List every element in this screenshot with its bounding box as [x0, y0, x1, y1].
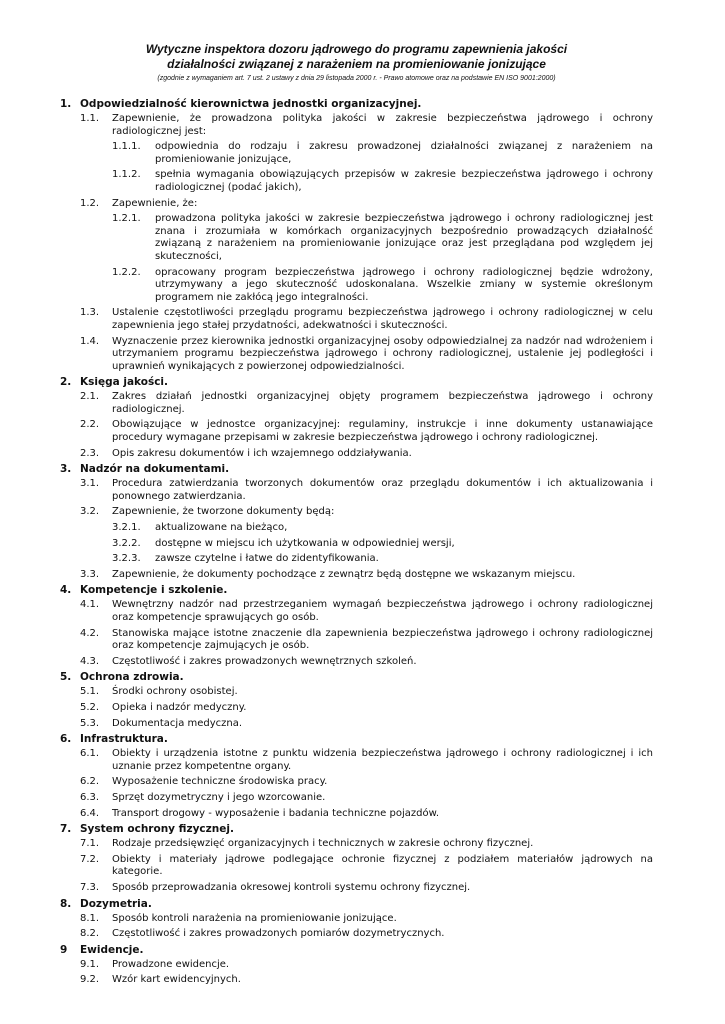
list-item [80, 792, 653, 805]
item-number: 8.1. [80, 912, 100, 924]
sub-list-item [112, 553, 653, 566]
document-title [60, 42, 653, 72]
list-item [80, 391, 653, 416]
item-number: 2.2. [80, 419, 100, 431]
item-text: Sprzęt dozymetryczny i jego wzorcowanie. [112, 791, 326, 803]
title-line-1: Wytyczne inspektora dozoru jądrowego do programu zapewnienia jakości [145, 42, 568, 56]
section-number: 3. [60, 463, 72, 476]
sub-item-text: dostępne w miejscu ich użytkowania w odpowiedniej wersji, [155, 537, 455, 549]
section-heading [60, 463, 653, 476]
item-text: Obiekty i materiały jądrowe podlegające ochronie fizycznej z podziałem materiałów jądrowych na kategorie. [112, 853, 653, 878]
section-heading [60, 98, 653, 111]
list-item [80, 974, 653, 987]
section-number: 4. [60, 584, 72, 597]
list-item [80, 419, 653, 444]
list-item [80, 748, 653, 773]
sub-item-text: odpowiednia do rodzaju i zakresu prowadzonej działalności związanej z narażeniem na promieniowanie jonizujące, [155, 141, 653, 165]
section [60, 376, 653, 460]
list-item [80, 959, 653, 972]
list-item [80, 928, 653, 941]
item-number: 7.1. [80, 838, 100, 850]
list-item [80, 478, 653, 503]
item-number: 4.2. [80, 627, 100, 639]
section-number: 1. [60, 98, 72, 110]
section-title: Dozymetria. [80, 897, 152, 910]
section [60, 898, 653, 941]
section-title: Ochrona zdrowia. [80, 671, 184, 684]
item-text: Dokumentacja medyczna. [112, 717, 243, 729]
section-title: Odpowiedzialność kierownictwa jednostki organizacyjnej. [80, 98, 422, 110]
sub-item-number: 1.2.2. [112, 266, 141, 278]
list-item [80, 599, 653, 624]
item-text: Sposób przeprowadzania okresowej kontroli systemu ochrony fizycznej. [112, 881, 471, 893]
document-body [60, 98, 653, 987]
section [60, 944, 653, 987]
sub-item-text: aktualizowane na bieżąco, [155, 522, 288, 534]
item-text: Środki ochrony osobistej. [112, 686, 238, 698]
item-number: 6.1. [80, 748, 100, 760]
item-text: Ustalenie częstotliwości przeglądu programu bezpieczeństwa jądrowego i ochrony radiologicznej w celu zapewnienia jego stałej przydatności, adekwatności i skuteczności. [112, 307, 653, 331]
section-heading [60, 898, 653, 911]
list-item [80, 307, 653, 332]
sub-list-item [112, 267, 653, 305]
item-text: Rodzaje przedsięwzięć organizacyjnych i technicznych w zakresie ochrony fizycznej. [112, 838, 534, 850]
item-number: 1.2. [80, 197, 100, 209]
sub-list-item [112, 522, 653, 535]
section [60, 733, 653, 820]
section [60, 584, 653, 668]
sub-item-number: 3.2.3. [112, 553, 141, 565]
section [60, 98, 653, 373]
item-number: 3.3. [80, 568, 100, 580]
section-number: 5. [60, 671, 72, 684]
section-title: Księga jakości. [80, 376, 169, 389]
item-number: 7.2. [80, 853, 100, 865]
list-item [80, 628, 653, 653]
item-text: Obowiązujące w jednostce organizacyjnej: regulaminy, instrukcje i inne dokumenty ustanawiające procedury wymagane przepisami w zakresie bezpieczeństwa jądrowego i ochrony radiologicznej. [112, 419, 653, 444]
item-number: 8.2. [80, 928, 100, 940]
sub-item-number: 1.1.1. [112, 141, 141, 153]
list-item [80, 113, 653, 138]
item-text: Opis zakresu dokumentów i ich wzajemnego oddziaływania. [112, 447, 412, 459]
item-text: Procedura zatwierdzania tworzonych dokumentów oraz przeglądu dokumentów i ich aktualizowania i ponownego zatwierdzania. [112, 478, 653, 502]
section-heading [60, 376, 653, 389]
sub-list-item [112, 213, 653, 263]
item-number: 2.1. [80, 391, 100, 403]
section-title: System ochrony fizycznej. [80, 823, 234, 836]
sub-list-item [112, 169, 653, 194]
list-item [80, 718, 653, 731]
section-heading [60, 733, 653, 746]
item-text: Prowadzone ewidencje. [112, 958, 230, 970]
item-number: 5.3. [80, 717, 100, 729]
item-number: 2.3. [80, 447, 100, 459]
list-item [80, 336, 653, 374]
section-title: Nadzór na dokumentami. [80, 463, 230, 476]
item-text: Opieka i nadzór medyczny. [112, 701, 247, 713]
item-number: 1.1. [80, 113, 100, 124]
item-number: 3.1. [80, 478, 100, 490]
item-number: 4.1. [80, 599, 100, 611]
sub-item-text: prowadzona polityka jakości w zakresie bezpieczeństwa jądrowego i ochrony radiologicznej jest znana i zrozumiała w komórkach organizacyjnych bezpośrednio prowadzących działalność związaną z narażeniem na promieniowanie jonizujące oraz jest przeglądana pod względem jej skuteczności, [155, 213, 653, 262]
item-text: Stanowiska mające istotne znaczenie dla zapewnienia bezpieczeństwa jądrowego i ochrony radiologicznej oraz kompetencje zajmujących je osób. [112, 627, 653, 652]
item-text: Zapewnienie, że tworzone dokumenty będą: [112, 506, 335, 518]
sub-list-item [112, 538, 653, 551]
item-number: 6.4. [80, 807, 100, 819]
sub-item-text: zawsze czytelne i łatwe do zidentyfikowania. [155, 553, 379, 565]
sub-item-text: opracowany program bezpieczeństwa jądrowego i ochrony radiologicznej będzie wdrożony, utrzymywany a jego skuteczność udoskonalana. Wszelkie zmiany w systemie określonym programem nie zakłócą jego integralności. [155, 266, 653, 303]
list-item [80, 448, 653, 461]
item-text: Zakres działań jednostki organizacyjnej objęty programem bezpieczeństwa jądrowego i ochrony radiologicznej. [112, 391, 653, 415]
title-line-2: działalności związanej z narażeniem na promieniowanie jonizujące [167, 57, 546, 71]
item-number: 9.2. [80, 974, 100, 986]
list-item [80, 656, 653, 669]
item-text: Zapewnienie, że: [112, 197, 198, 209]
item-text: Transport drogowy - wyposażenie i badania techniczne pojazdów. [112, 807, 440, 819]
sub-list-item [112, 141, 653, 166]
section-title: Infrastruktura. [80, 733, 168, 746]
item-text: Wewnętrzny nadzór nad przestrzeganiem wymagań bezpieczeństwa jądrowego i ochrony radiologicznej oraz kompetencje sprawujących go osób. [112, 599, 653, 623]
list-item [80, 838, 653, 851]
item-text: Wyznaczenie przez kierownika jednostki organizacyjnej osoby odpowiedzialnej za nadzór nad wdrożeniem i utrzymaniem programu bezpieczeństwa jądrowego i ochrony radiologicznej, ustalenie jej podległości i uprawnień wynikających z powierzonej odpowiedzialności. [112, 335, 653, 372]
section-number: 6. [60, 733, 72, 746]
section-heading [60, 944, 653, 957]
item-number: 5.1. [80, 686, 100, 698]
list-item [80, 882, 653, 895]
item-text: Częstotliwość i zakres prowadzonych pomiarów dozymetrycznych. [112, 928, 445, 940]
item-number: 6.2. [80, 776, 100, 788]
item-text: Zapewnienie, że prowadzona polityka jakości w zakresie bezpieczeństwa jądrowego i ochrony radiologicznej jest: [112, 113, 653, 137]
item-number: 7.3. [80, 881, 100, 893]
list-item [80, 686, 653, 699]
section [60, 671, 653, 730]
section-heading [60, 584, 653, 597]
item-number: 9.1. [80, 958, 100, 970]
item-number: 1.3. [80, 307, 100, 319]
section-title: Kompetencje i szkolenie. [80, 584, 228, 597]
document-subtitle: (zgodnie z wymaganiem art. 7 ust. 2 ustawy z dnia 29 listopada 2000 r. - Prawo atomowe oraz na podstawie EN ISO 9001:2000) [157, 75, 556, 82]
section-number: 7. [60, 823, 72, 836]
section [60, 463, 653, 581]
section-number: 2. [60, 376, 72, 389]
list-item [80, 854, 653, 879]
section [60, 823, 653, 894]
item-number: 6.3. [80, 791, 100, 803]
item-number: 5.2. [80, 701, 100, 713]
section-title: Ewidencje. [80, 943, 144, 956]
list-item [80, 569, 653, 582]
list-item [80, 198, 653, 211]
list-item [80, 913, 653, 926]
item-text: Częstotliwość i zakres prowadzonych wewnętrznych szkoleń. [112, 655, 417, 667]
item-text: Zapewnienie, że dokumenty pochodzące z zewnątrz będą dostępne we wskazanym miejscu. [112, 568, 576, 580]
item-number: 4.3. [80, 655, 100, 667]
section-number: 9 [60, 943, 68, 956]
list-item [80, 808, 653, 821]
section-heading [60, 671, 653, 684]
section-number: 8. [60, 897, 72, 910]
list-item [80, 702, 653, 715]
sub-item-text: spełnia wymagania obowiązujących przepisów w zakresie bezpieczeństwa jądrowego i ochrony radiologicznej (podać jakich), [155, 169, 653, 193]
list-item [80, 776, 653, 789]
item-number: 1.4. [80, 335, 100, 347]
list-item [80, 506, 653, 519]
section-heading [60, 823, 653, 836]
sub-item-number: 1.1.2. [112, 169, 141, 181]
sub-item-number: 1.2.1. [112, 213, 141, 225]
sub-item-number: 3.2.1. [112, 522, 141, 534]
item-number: 3.2. [80, 506, 100, 518]
item-text: Wyposażenie techniczne środowiska pracy. [112, 776, 328, 788]
item-text: Sposób kontroli narażenia na promieniowanie jonizujące. [112, 912, 397, 924]
item-text: Obiekty i urządzenia istotne z punktu widzenia bezpieczeństwa jądrowego i ochrony radiologicznej i ich uznanie przez kompetentne organy. [112, 748, 653, 772]
sub-item-number: 3.2.2. [112, 537, 141, 549]
item-text: Wzór kart ewidencyjnych. [112, 974, 241, 986]
